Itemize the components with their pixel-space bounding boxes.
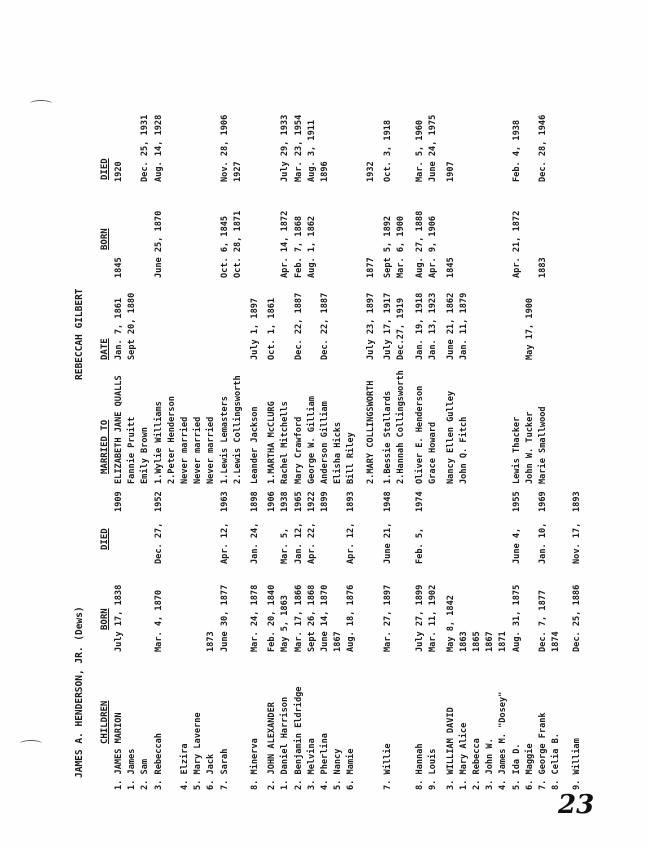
child-died: Jan. 24, <box>250 522 260 564</box>
child-died: Apr. 22, <box>306 522 317 564</box>
child-name: 3. WILLIAM DAVID <box>445 707 456 790</box>
spouse-born: Mar. 6, 1900 <box>396 215 406 278</box>
spouse-name: 1.Wylie Williams <box>153 401 164 484</box>
spouse-born: 1845 <box>114 257 124 278</box>
spouse-died: 1932 <box>365 161 376 182</box>
rotated-genealogy-table <box>70 60 610 790</box>
title-mother: REBECCAH GILBERT <box>74 288 85 380</box>
spouse-died: 1927 <box>232 161 243 182</box>
child-died: Jan. 10, <box>538 522 548 564</box>
spouse-born: Aug. 27, 1888 <box>415 210 426 278</box>
child-died-year: 1909 <box>114 491 124 512</box>
spouse-died: July 29, 1933 <box>280 114 291 182</box>
child-name: 8. Minerva <box>250 738 260 790</box>
child-born: May 8, 1842 <box>445 595 456 652</box>
page-number: 23 <box>558 790 595 820</box>
header-children: CHILDREN <box>100 700 110 744</box>
marriage-date: Jan. 11, 1879 <box>458 292 469 360</box>
child-died: Mar. 5, <box>280 527 291 564</box>
child-died-year: 1952 <box>153 491 164 512</box>
child-born: Aug. 18, 1876 <box>346 584 357 652</box>
child-name: 2. Sam <box>140 758 151 790</box>
child-born: 1867 <box>333 631 344 652</box>
spouse-name: Grace Howard <box>428 421 439 484</box>
child-died: Apr. 12, <box>346 522 357 564</box>
child-name: 6. Maggie <box>524 743 535 790</box>
spouse-name: Bill Riley <box>346 432 357 484</box>
spouse-born: 1883 <box>538 257 548 278</box>
spouse-born: Apr. 21, 1872 <box>511 210 522 278</box>
child-born: 1867 <box>485 631 496 652</box>
child-born: July 17, 1838 <box>114 584 124 652</box>
child-born: Dec. 7, 1877 <box>538 589 548 652</box>
title-father: JAMES A. HENDERSON, JR. (Dews) <box>74 606 85 778</box>
child-name: 4. Elzira <box>180 743 190 790</box>
child-born: Mar. 17, 1866 <box>293 584 304 652</box>
spouse-born: Aug. 1, 1862 <box>306 215 317 278</box>
spouse-born: Oct. 6, 1845 <box>219 215 230 278</box>
spouse-name: 2.Peter Henderson <box>166 396 177 484</box>
marriage-date: May 17, 1900 <box>524 297 535 360</box>
child-born: 1871 <box>498 631 509 652</box>
child-name: 5. Nancy <box>333 748 344 790</box>
marriage-date: July 23, 1897 <box>365 292 376 360</box>
spouse-name: Mary Crawford <box>293 416 304 484</box>
marriage-date: Dec. 22, 1887 <box>320 292 330 360</box>
child-born: 1863 <box>458 631 469 652</box>
spouse-died: 1907 <box>445 161 456 182</box>
child-name: 3. John W. <box>485 738 496 790</box>
spouse-born: Sept 5, 1892 <box>382 215 393 278</box>
marriage-date: Sept 20, 1880 <box>127 292 138 360</box>
spouse-name: Anderson Gilliam <box>320 401 330 484</box>
child-name: 1. JAMES MARION <box>114 712 124 790</box>
spouse-name: Fannie Pruitt <box>127 416 138 484</box>
child-died: Feb. 5, <box>415 527 426 564</box>
spouse-name: 2.MARY COLLINGSWORTH <box>365 380 376 484</box>
spouse-born: Oct. 28, 1871 <box>232 210 243 278</box>
spouse-name: Oliver E. Henderson <box>415 385 426 484</box>
header-died-spouse: DIED <box>100 158 110 180</box>
spouse-name: Elisha Hicks <box>333 421 344 484</box>
child-name: 3. Rebeccah <box>153 733 164 790</box>
child-name: 1. James <box>127 748 138 790</box>
spouse-died: Feb. 4, 1938 <box>511 119 522 182</box>
child-born: Mar. 24, 1878 <box>250 584 260 652</box>
spouse-born: 1877 <box>365 257 376 278</box>
spouse-name: Never married <box>180 416 190 484</box>
header-died: DIED <box>100 528 110 550</box>
spouse-died: Dec. 25, 1931 <box>140 114 151 182</box>
spouse-died: Dec. 28, 1946 <box>538 114 548 182</box>
spouse-born: June 25, 1870 <box>153 210 164 278</box>
child-born: June 30, 1877 <box>219 584 230 652</box>
child-born: Sept 26, 1868 <box>306 584 317 652</box>
child-died-year: 1963 <box>219 491 230 512</box>
child-name: 7. Sarah <box>219 748 230 790</box>
spouse-name: Rachel Mitchells <box>280 401 291 484</box>
spouse-born: 1845 <box>445 257 456 278</box>
child-died-year: 1893 <box>572 491 583 512</box>
spouse-died: June 24, 1975 <box>428 114 439 182</box>
child-born: Mar. 27, 1897 <box>382 584 393 652</box>
header-married-to: MARRIED TO <box>100 419 110 474</box>
child-name: 2. Rebecca <box>472 738 482 790</box>
child-born: 1873 <box>206 631 217 652</box>
spouse-died: 1896 <box>320 161 330 182</box>
child-died-year: 1938 <box>280 491 291 512</box>
spouse-name: 2.Hannah Collingsworth <box>396 370 406 484</box>
spouse-died: Mar. 23, 1954 <box>293 114 304 182</box>
spouse-name: ELIZABETH JANE QUALLS <box>114 375 124 484</box>
child-name: 5. Ida D. <box>511 743 522 790</box>
spouse-died: Nov. 28, 1906 <box>219 114 230 182</box>
spouse-died: 1920 <box>114 161 124 182</box>
child-name: 8. Celia B. <box>551 733 562 790</box>
child-name: 6. Jack <box>206 753 217 790</box>
spouse-name: 1.MARTHA McCLURG <box>267 401 278 484</box>
child-born: 1874 <box>551 631 562 652</box>
child-born: Aug. 31, 1875 <box>511 584 522 652</box>
child-died-year: 1974 <box>415 491 426 512</box>
child-died-year: 1965 <box>293 491 304 512</box>
header-date: DATE <box>100 338 110 360</box>
child-born: Mar. 4, 1870 <box>153 589 164 652</box>
spouse-name: 2.Lewis Collingsworth <box>232 375 243 484</box>
marriage-date: Jan. 13, 1923 <box>428 292 439 360</box>
marriage-date: July 1, 1897 <box>250 297 260 360</box>
marriage-date: Dec.27, 1919 <box>396 297 406 360</box>
child-name: 9. Louis <box>428 748 439 790</box>
spouse-died: Mar. 5, 1960 <box>415 119 426 182</box>
child-died: Nov. 17, <box>572 522 583 564</box>
spouse-born: Feb. 7, 1868 <box>293 215 304 278</box>
marriage-date: Oct. 1, 1861 <box>267 297 278 360</box>
child-name: 7. George Frank <box>538 712 548 790</box>
child-died-year: 1898 <box>250 491 260 512</box>
spouse-name: John W. Tucker <box>524 411 535 484</box>
child-died-year: 1969 <box>538 491 548 512</box>
spouse-name: John Q. Fitch <box>458 416 469 484</box>
header-born-spouse: BORN <box>100 228 110 250</box>
spouse-name: Leander Jackson <box>250 406 260 484</box>
child-died-year: 1948 <box>382 491 393 512</box>
spouse-name: 1.Bessie Stallards <box>382 390 393 484</box>
child-died-year: 1893 <box>346 491 357 512</box>
marriage-date: July 17, 1917 <box>382 292 393 360</box>
child-born: Feb. 20, 1840 <box>267 584 278 652</box>
child-name: 3. Melvina <box>306 738 317 790</box>
marriage-date: Jan. 7, 1861 <box>114 297 124 360</box>
child-died: Apr. 12, <box>219 522 230 564</box>
child-name: 1. Daniel Harrison <box>280 696 291 790</box>
child-born: June 14, 1870 <box>320 584 330 652</box>
child-died: June 21, <box>382 522 393 564</box>
spouse-died: Aug. 3, 1911 <box>306 119 317 182</box>
child-name: 6. Mamie <box>346 748 357 790</box>
child-name: 1. Mary Alice <box>458 722 469 790</box>
spouse-name: 1.Lewis Lemasters <box>219 396 230 484</box>
child-died-year: 1899 <box>320 491 330 512</box>
header-born: BORN <box>100 608 110 630</box>
child-died: Jan. 12, <box>293 522 304 564</box>
child-died: Dec. 27, <box>153 522 164 564</box>
child-name: 8. Hannah <box>415 743 426 790</box>
spouse-born: Apr. 9, 1906 <box>428 215 439 278</box>
child-name: 4. James M. "Dosey" <box>498 691 509 790</box>
child-name: 4. Pherlina <box>320 733 330 790</box>
spouse-name: Emily Brown <box>140 427 151 484</box>
child-born: Mar. 11, 1902 <box>428 584 439 652</box>
child-born: May 5, 1863 <box>280 595 291 652</box>
spouse-born: Apr. 14, 1872 <box>280 210 291 278</box>
child-died-year: 1922 <box>306 491 317 512</box>
child-born: July 27, 1899 <box>415 584 426 652</box>
child-died-year: 1955 <box>511 491 522 512</box>
margin-mark <box>20 740 42 747</box>
marriage-date: Jan. 19, 1918 <box>415 292 426 360</box>
child-died: June 4, <box>511 527 522 564</box>
child-name: 2. JOHN ALEXANDER <box>267 702 278 790</box>
child-name: 7. Willie <box>382 743 393 790</box>
spouse-died: Aug. 14, 1928 <box>153 114 164 182</box>
spouse-died: Oct. 3, 1918 <box>382 119 393 182</box>
spouse-name: George W. Gilliam <box>306 396 317 484</box>
spouse-name: Nancy Ellen Gulley <box>445 390 456 484</box>
child-name: 2. Benjamin Eldridge <box>293 686 304 790</box>
spouse-name: Never married <box>206 416 217 484</box>
spouse-name: Marie Smallwood <box>538 406 548 484</box>
spouse-name: Lewis Thacker <box>511 416 522 484</box>
child-born: Dec. 25, 1886 <box>572 584 583 652</box>
marriage-date: June 21, 1862 <box>445 292 456 360</box>
child-born: 1865 <box>472 631 482 652</box>
spouse-name: Never married <box>193 416 204 484</box>
child-name: 5. Mary Laverne <box>193 712 204 790</box>
margin-mark <box>30 100 52 107</box>
child-name: 9. William <box>572 738 583 790</box>
marriage-date: Dec. 22, 1887 <box>293 292 304 360</box>
child-died-year: 1906 <box>267 491 278 512</box>
